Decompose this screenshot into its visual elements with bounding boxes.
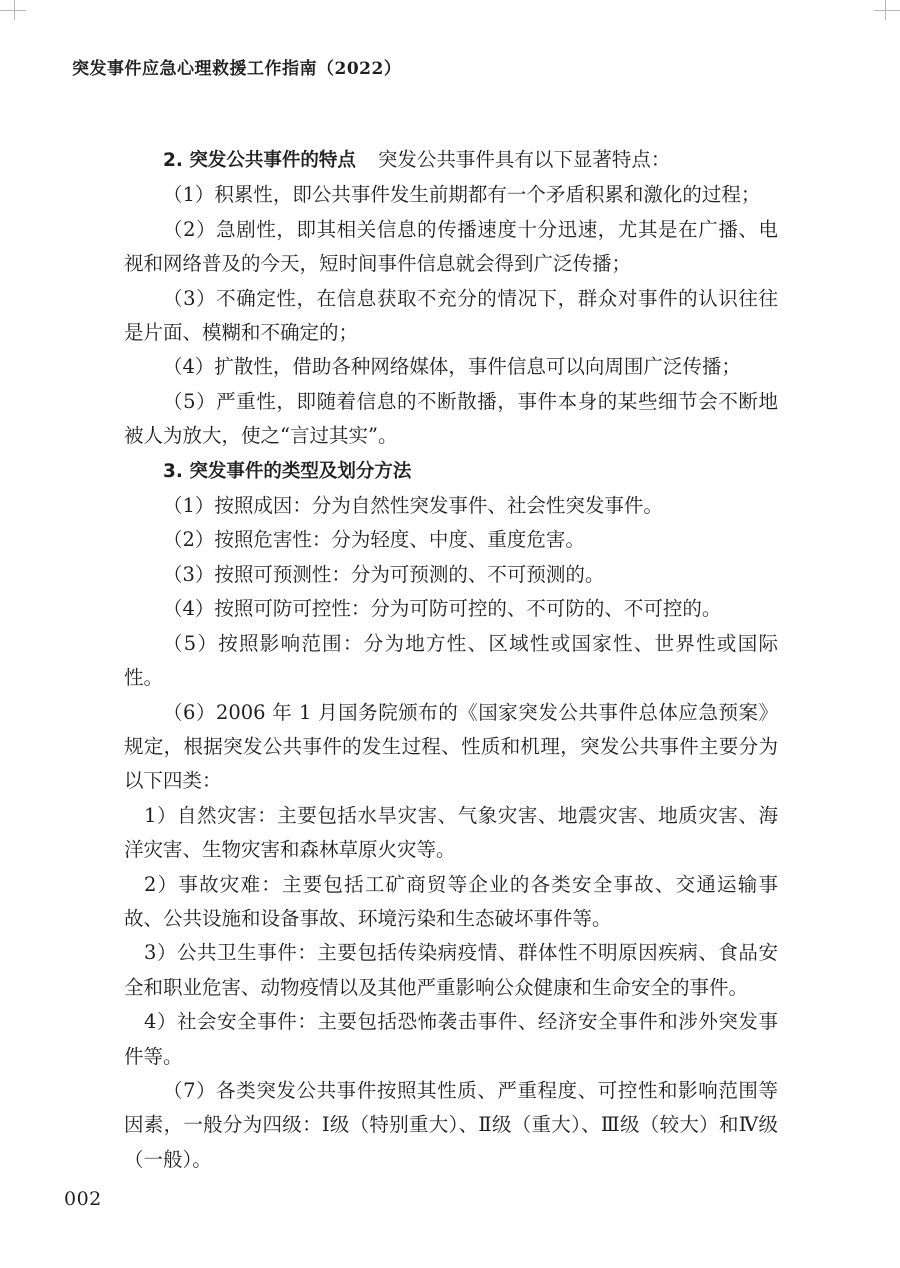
list-item: （4）扩散性，借助各种网络媒体，事件信息可以向周围广泛传播；	[163, 355, 741, 379]
crop-mark	[0, 10, 26, 11]
section-heading: 2. 突发公共事件的特点	[163, 150, 356, 171]
section-2-intro-paragraph	[124, 143, 778, 178]
list-item: （3）按照可预测性：分为可预测的、不可预测的。	[163, 562, 605, 586]
list-item: （2）急剧性，即其相关信息的传播速度十分迅速，尤其是在广播、电视和网络普及的今天，短时间事件信息就会得到广泛传播；	[124, 217, 778, 276]
sub-list-item: 3）公共卫生事件：主要包括传染病疫情、群体性不明原因疾病、食品安全和职业危害、动物疫情以及其他严重影响公众健康和生命安全的事件。	[124, 941, 778, 999]
sub-list-item: 1）自然灾害：主要包括水旱灾害、气象灾害、地震灾害、地质灾害、海洋灾害、生物灾害和森林草原火灾等。	[124, 803, 778, 862]
crop-mark	[874, 10, 900, 11]
list-item: （1）按照成因：分为自然性突发事件、社会性突发事件。	[163, 494, 663, 518]
crop-mark	[14, 0, 15, 20]
crop-mark	[885, 0, 886, 20]
page-body	[124, 143, 778, 1177]
page-number: 002	[64, 1188, 102, 1210]
section-3-heading-paragraph	[124, 454, 778, 489]
section-heading: 3. 突发事件的类型及划分方法	[163, 460, 412, 482]
sub-list-item: 4）社会安全事件：主要包括恐怖袭击事件、经济安全事件和涉外突发事件等。	[124, 1010, 778, 1068]
list-item: （5）严重性，即随着信息的不断散播，事件本身的某些细节会不断地被人为放大，使之“言过其实”。	[124, 389, 778, 448]
list-item: （3）不确定性，在信息获取不充分的情况下，群众对事件的认识往往是片面、模糊和不确定的；	[124, 286, 778, 345]
running-header: 突发事件应急心理救援工作指南（2022）	[72, 59, 402, 79]
list-item: （5）按照影响范围：分为地方性、区域性或国家性、世界性或国际性。	[124, 631, 778, 690]
list-item: （2）按照危害性：分为轻度、中度、重度危害。	[163, 528, 585, 552]
list-item: （6）2006 年 1 月国务院颁布的《国家突发公共事件总体应急预案》规定，根据突发公共事件的发生过程、性质和机理，突发公共事件主要分为以下四类：	[124, 700, 778, 793]
list-item: （4）按照可防可控性：分为可防可控的、不可防的、不可控的。	[163, 597, 722, 621]
list-item: （1）积累性，即公共事件发生前期都有一个矛盾积累和激化的过程；	[163, 183, 761, 207]
list-item: （7）各类突发公共事件按照其性质、严重程度、可控性和影响范围等因素，一般分为四级：Ⅰ级（特别重大）、Ⅱ级（重大）、Ⅲ级（较大）和Ⅳ级（一般）。	[124, 1078, 778, 1171]
section-intro: 突发公共事件具有以下显著特点：	[377, 148, 671, 171]
sub-list-item: 2）事故灾难：主要包括工矿商贸等企业的各类安全事故、交通运输事故、公共设施和设备事故、环境污染和生态破坏事件等。	[124, 872, 778, 930]
